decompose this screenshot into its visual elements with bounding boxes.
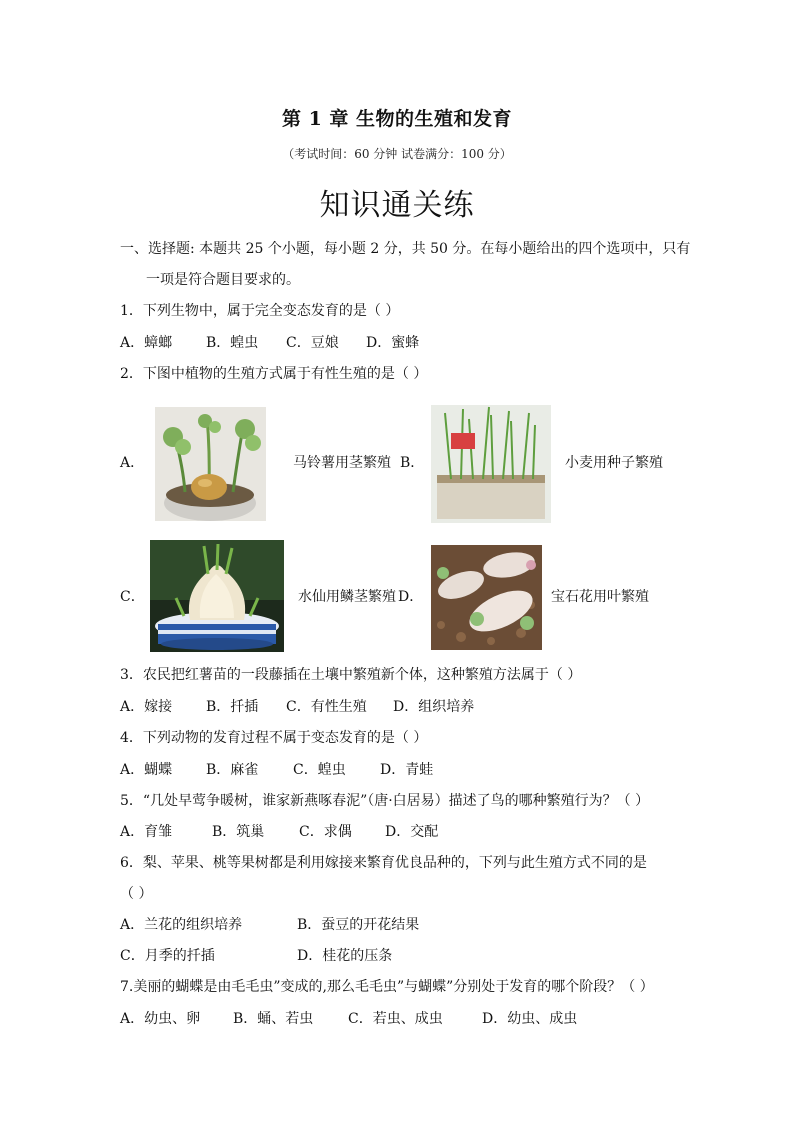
wheat-image — [431, 405, 551, 523]
question-2-stem: 2．下图中植物的生殖方式属于有性生殖的是（ ） — [120, 366, 428, 382]
question-6-options-row1 — [120, 914, 419, 934]
option-d[interactable]: D．幼虫、成虫 — [482, 1011, 578, 1027]
potato-image — [155, 407, 266, 521]
question-3-stem: 3．农民把红薯苗的一段藤插在土壤中繁殖新个体，这种繁殖方法属于（ ） — [120, 667, 582, 683]
question-5-stem: 5．“几处早莺争暖树，谁家新燕啄春泥”（唐·白居易）描述了鸟的哪种繁殖行为？（ ） — [120, 793, 650, 809]
option-a[interactable]: A．蝴蝶 — [120, 762, 173, 778]
option-a[interactable]: A．嫁接 — [120, 699, 173, 715]
option-b[interactable]: B．扦插 — [206, 699, 259, 715]
option-c[interactable]: C．若虫、成虫 — [348, 1011, 443, 1027]
option-c[interactable]: C．蝗虫 — [293, 762, 346, 778]
question-7-options — [120, 1008, 577, 1028]
option-d[interactable]: D．桂花的压条 — [297, 948, 393, 964]
option-c[interactable]: C．求偶 — [299, 824, 352, 840]
question-6-stem: 6．梨、苹果、桃等果树都是利用嫁接来繁育优良品种的，下列与此生殖方式不同的是 — [120, 855, 647, 871]
question-1-stem: 1．下列生物中，属于完全变态发育的是（ ） — [120, 303, 400, 319]
option-a[interactable]: A．兰花的组织培养 — [120, 917, 243, 933]
option-b-caption: 小麦用种子繁殖 — [565, 455, 663, 471]
option-d[interactable]: D．青蛙 — [380, 762, 434, 778]
section-intro-line1: 一、选择题: 本题共 25 个小题，每小题 2 分，共 50 分。在每小题给出的四个选项中，只有 — [120, 241, 691, 257]
option-d[interactable]: D．交配 — [385, 824, 439, 840]
question-5-options — [120, 821, 438, 841]
option-d-letter[interactable]: D． — [398, 589, 424, 605]
narcissus-image — [150, 540, 284, 652]
option-d[interactable]: D．蜜蜂 — [366, 335, 420, 351]
option-a[interactable]: A．育雏 — [120, 824, 173, 840]
question-3-options — [120, 696, 474, 716]
option-c[interactable]: C．豆娘 — [286, 335, 339, 351]
option-c[interactable]: C．月季的扦插 — [120, 948, 215, 964]
option-a-letter[interactable]: A． — [120, 455, 145, 471]
question-6-options-row2 — [120, 945, 392, 965]
option-a[interactable]: A．幼虫、卵 — [120, 1011, 201, 1027]
question-7-stem: 7.美丽的蝴蝶是由毛毛虫”变成的,那么毛毛虫”与蝴蝶”分别处于发育的哪个阶段？（ ） — [120, 979, 654, 995]
succulent-image — [431, 545, 542, 650]
question-6-stem-cont: （ ） — [120, 886, 153, 902]
option-b[interactable]: B．筑巢 — [212, 824, 265, 840]
option-b[interactable]: B．蛹、若虫 — [233, 1011, 314, 1027]
option-b[interactable]: B．蚕豆的开花结果 — [297, 917, 420, 933]
question-4-stem: 4．下列动物的发育过程不属于变态发育的是（ ） — [120, 730, 428, 746]
option-c[interactable]: C．有性生殖 — [286, 699, 367, 715]
section-heading: 知识通关练 — [319, 188, 475, 223]
question-4-options — [120, 759, 433, 779]
option-d[interactable]: D．组织培养 — [393, 699, 475, 715]
section-intro-line2: 一项是符合题目要求的。 — [146, 272, 300, 288]
exam-meta: （考试时间：60 分钟 试卷满分：100 分） — [282, 147, 512, 161]
option-c-letter[interactable]: C． — [120, 589, 145, 605]
option-c-caption: 水仙用鳞茎繁殖 — [298, 589, 396, 605]
chapter-title: 第 1 章 生物的生殖和发育 — [281, 108, 513, 130]
option-a[interactable]: A．蟑螂 — [120, 335, 173, 351]
option-d-caption: 宝石花用叶繁殖 — [551, 589, 649, 605]
option-b-letter[interactable]: B． — [400, 455, 425, 471]
question-1-options — [120, 332, 419, 352]
option-a-caption: 马铃薯用茎繁殖 — [293, 455, 391, 471]
option-b[interactable]: B．麻雀 — [206, 762, 259, 778]
option-b[interactable]: B．蝗虫 — [206, 335, 259, 351]
